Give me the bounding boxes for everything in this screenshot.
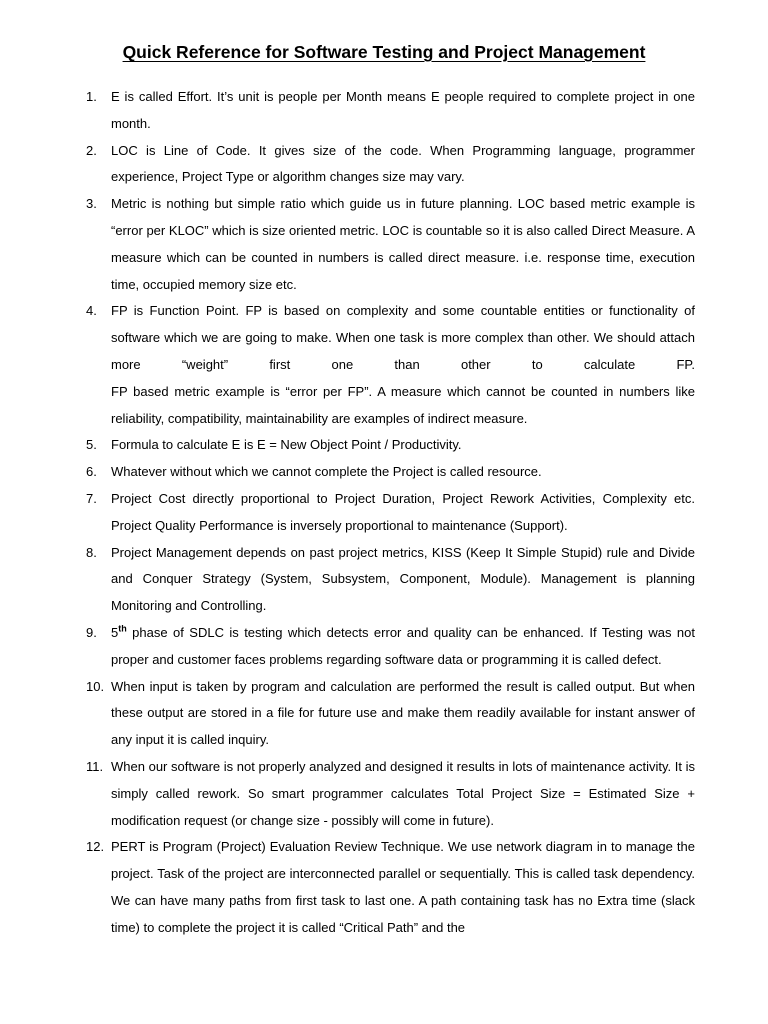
ordinal-number: 5 [111,624,119,640]
list-item-number: 11. [86,758,104,774]
list-item-text: Project Management depends on past project metrics, KISS (Keep It Simple Stupid) rule and Divide and Conquer Strategy (System, Subsystem, Component, Module). Management is planning Monitoring and Controlling. [111,544,695,614]
list-item [0,674,768,754]
list-item-text: PERT is Program (Project) Evaluation Review Technique. We use network diagram in to manage the project. Task of the project are interconnected parallel or sequentially. This is called task dependency. We can have many paths from first task to last one. A path containing task has no Extra time (slack time) to complete the project it is called “Critical Path” and the [111,839,695,935]
list-item-text-body: phase of SDLC is testing which detects error and quality can be enhanced. If Testing was not proper and customer faces problems regarding software data or programming it is called defect. [111,624,695,667]
list-item-paragraph: FP is Function Point. FP is based on complexity and some countable entities or functionality of software which we are going to make. When one task is more complex than other. We should attach more “weight” first one than other to calculate FP. [111,303,695,372]
ordinal-suffix: th [118,623,127,634]
list-item-text: LOC is Line of Code. It gives size of the code. When Programming language, programmer experience, Project Type or algorithm changes size may vary. [111,142,695,185]
list-item [0,486,768,540]
document-title-text: Quick Reference for Software Testing and Project Management [122,42,646,62]
list-item-number: 3. [86,196,97,212]
list-item-text: Formula to calculate E is E = New Object Point / Productivity. [111,437,462,453]
list-item-number: 6. [86,464,97,480]
list-item-number: 10. [86,678,105,694]
list-item-text [111,620,695,674]
list-item [0,298,768,432]
list-item-number: 7. [86,490,97,506]
list-item-number: 2. [86,142,97,158]
list-item-text: E is called Effort. It’s unit is people per Month means E people required to complete project in one month. [111,89,695,131]
list-item-number: 9. [86,624,97,640]
list-item [0,834,768,941]
list-item-text [111,298,695,432]
list-item-number: 4. [86,303,97,319]
list-item-number: 8. [86,544,97,560]
list-item-text: Whatever without which we cannot complete the Project is called resource. [111,464,542,480]
list-item-text: Project Cost directly proportional to Project Duration, Project Rework Activities, Complexity etc. Project Quality Performance is inversely proportional to maintenance (Support). [111,490,695,533]
list-item-number: 12. [86,839,105,855]
list-item-paragraph: FP based metric example is “error per FP”. A measure which cannot be counted in numbers like reliability, compatibility, maintainability are examples of indirect measure. [111,383,695,426]
numbered-list [0,84,768,942]
list-item-text: Metric is nothing but simple ratio which guide us in future planning. LOC based metric example is “error per KLOC” which is size oriented metric. LOC is countable so it is also called Direct Measure. A measure which can be counted in numbers is called direct measure. i.e. response time, execution time, occupied memory size etc. [111,196,695,292]
list-item [0,84,768,138]
list-item-number: 1. [86,89,97,104]
list-item [0,620,768,674]
list-item [0,459,768,486]
list-item [0,540,768,620]
document-title [0,42,768,63]
list-item [0,191,768,298]
list-item [0,754,768,834]
list-item-number: 5. [86,437,97,453]
list-item-text: When our software is not properly analyzed and designed it results in lots of maintenance activity. It is simply called rework. So smart programmer calculates Total Project Size = Estimated Size + modification request (or change size - possibly will come in future). [111,758,695,828]
list-item [0,138,768,192]
list-item [0,432,768,459]
list-item-text: When input is taken by program and calculation are performed the result is called output. But when these output are stored in a file for future use and make them readily available for instant answer of any input it is called inquiry. [111,678,695,748]
